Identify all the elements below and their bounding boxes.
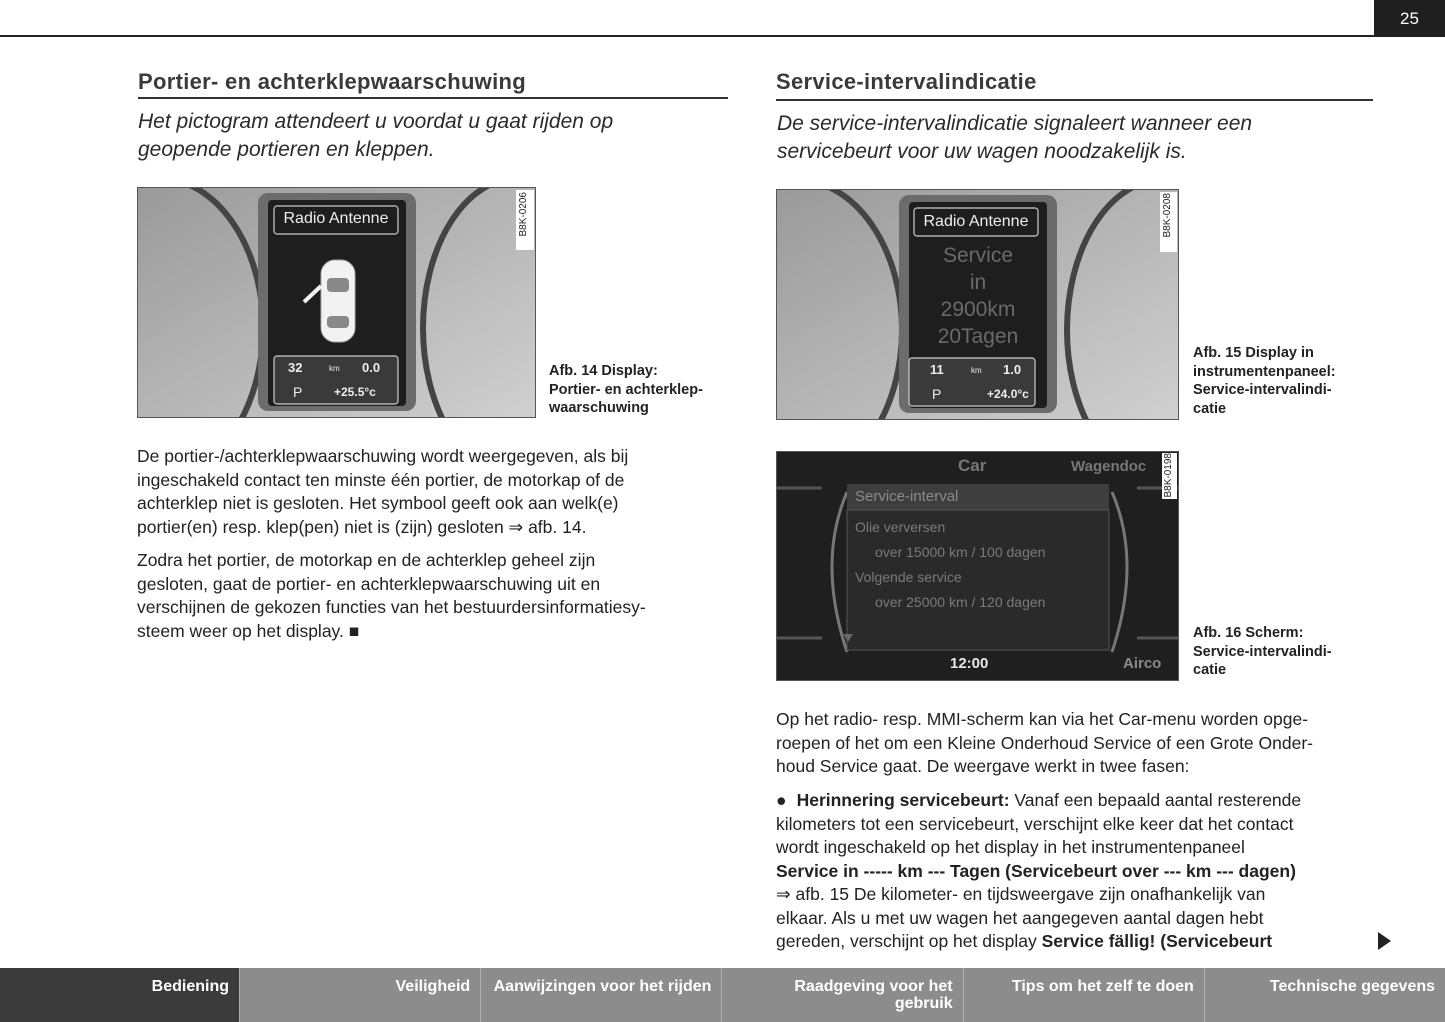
next-page-arrow-icon[interactable] bbox=[1378, 932, 1391, 950]
mmi-row-oil-value: over 15000 km / 100 dagen bbox=[875, 544, 1046, 560]
figure-ref: B8K-0206 bbox=[518, 192, 529, 237]
mmi-clock: 12:00 bbox=[950, 655, 989, 672]
odometer-trip: 32 bbox=[288, 360, 303, 375]
nav-tab-tips[interactable]: Tips om het zelf te doen bbox=[964, 968, 1205, 1022]
odometer-value: 0.0 bbox=[362, 360, 381, 375]
section-rule bbox=[138, 97, 728, 99]
section-subtitle: De service-intervalindicatie signaleert wanneer een servicebeurt voor uw wagen noodzakelijk is. bbox=[777, 112, 1253, 163]
figure-service-cluster bbox=[776, 189, 1179, 420]
section-subtitle: Het pictogram attendeert u voordat u gaat rijden op geopende portieren en kleppen. bbox=[138, 110, 614, 161]
paragraph-mmi: Op het radio- resp. MMI-scherm kan via het Car-menu worden opge- roepen of het om een Kleine Onderhoud Service of een Grote Onder- houd Service gaat. De weergave werkt in twee fasen: bbox=[776, 709, 1313, 776]
gear-indicator: P bbox=[293, 384, 303, 400]
outside-temperature: +24.0°c bbox=[987, 387, 1029, 401]
nav-tab-gebruik[interactable]: Raadgeving voor het gebruik bbox=[722, 968, 963, 1022]
figure-mmi-screen bbox=[776, 451, 1179, 681]
outside-temperature: +25.5°c bbox=[334, 385, 376, 399]
paragraph-reminder: ● Herinnering servicebeurt: Vanaf een bepaald aantal resterende kilometers tot een servicebeurt, verschijnt elke keer dat het contact wordt ingeschakeld op het display in het instrumentenpaneel Service in ----- km --- Tagen (Servicebeurt over --- km --- dagen) ⇒ afb. 15 De kilometer- en tijdsweergave zijn onafhankelijk van elkaar. Als u met uw wagen het aangegeven aantal dagen hebt gereden, verschijnt op het display Service fällig! (Servicebeurt bbox=[776, 790, 1302, 951]
figure-ref: B8K-0208 bbox=[1162, 193, 1173, 238]
top-rule bbox=[0, 35, 1445, 37]
chapter-nav bbox=[0, 968, 1445, 1022]
figure-caption: Afb. 15 Display in instrumentenpaneel: Service-intervalindi- catie bbox=[1193, 345, 1336, 417]
section-title-door-warning: Portier- en achterklepwaarschuwing bbox=[138, 69, 526, 94]
nav-tab-bediening[interactable]: Bediening bbox=[0, 968, 240, 1022]
mmi-row-service: Volgende service bbox=[855, 569, 962, 585]
paragraph-doors-closed: Zodra het portier, de motorkap en de achterklep geheel zijn gesloten, gaat de portier- en achterklepwaarschuwing uit en verschijnen de gekozen functies van het bestuurdersinformatiesy- steem weer op het display. ■ bbox=[137, 550, 646, 641]
odometer-trip: 11 bbox=[930, 362, 944, 377]
nav-tab-rijden[interactable]: Aanwijzingen voor het rijden bbox=[481, 968, 722, 1022]
display-title: Radio Antenne bbox=[923, 213, 1029, 230]
odometer-value: 1.0 bbox=[1003, 362, 1022, 377]
mmi-tab-wagen: Wagendoc bbox=[1071, 458, 1147, 475]
mmi-menu-title: Service-interval bbox=[855, 488, 959, 505]
figure-ref: B8K-0198 bbox=[1163, 453, 1174, 498]
page-number: 25 bbox=[1374, 0, 1445, 37]
mmi-airco: Airco bbox=[1123, 655, 1162, 672]
nav-tab-veiligheid[interactable]: Veiligheid bbox=[240, 968, 481, 1022]
figure-caption: Afb. 14 Display: Portier- en achterklep- waarschuwing bbox=[549, 363, 703, 416]
display-title: Radio Antenne bbox=[283, 210, 389, 227]
service-message: Service in 2900km 20Tagen bbox=[937, 244, 1019, 348]
mmi-screen-illustration bbox=[777, 452, 1178, 680]
gear-indicator: P bbox=[932, 386, 942, 402]
paragraph-door-warning: De portier-/achterklepwaarschuwing wordt weergegeven, als bij ingeschakeld contact ten minste één portier, de motorkap of de achterklep niet is gesloten. Het symbool geeft ook aan welk(e) portier(en) resp. klep(pen) niet is (zijn) gesloten ⇒ afb. 14. bbox=[137, 446, 629, 537]
figure-caption: Afb. 16 Scherm: Service-intervalindi- catie bbox=[1193, 625, 1332, 678]
bullet-icon: ● bbox=[776, 790, 787, 810]
section-title-service-interval: Service-intervalindicatie bbox=[776, 69, 1037, 94]
nav-tab-technisch[interactable]: Technische gegevens bbox=[1269, 978, 1436, 995]
mmi-row-service-value: over 25000 km / 120 dagen bbox=[875, 594, 1046, 610]
odometer-unit: km bbox=[329, 364, 340, 373]
figure-door-warning bbox=[137, 187, 536, 418]
mmi-row-oil: Olie verversen bbox=[855, 519, 946, 535]
odometer-unit: km bbox=[971, 366, 982, 375]
mmi-tab-car: Car bbox=[958, 456, 987, 475]
section-rule bbox=[776, 99, 1373, 101]
